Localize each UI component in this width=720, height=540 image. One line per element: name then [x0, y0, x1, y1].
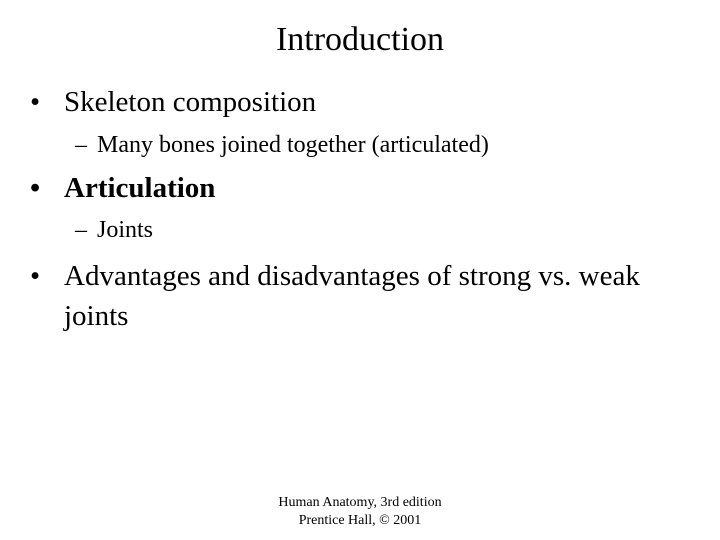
bullet-advantages — [30, 256, 680, 336]
sub-bullet-text: Many bones joined together (articulated) — [97, 132, 489, 158]
slide-title: Introduction — [275, 21, 445, 58]
bullet-text: Skeleton composition — [64, 86, 317, 118]
bullet-marker: • — [30, 172, 41, 204]
slide-footer — [0, 494, 720, 530]
sub-bullet-joints — [75, 215, 675, 245]
bullet-articulation — [30, 168, 680, 208]
sub-bullet-many-bones — [75, 130, 675, 160]
bullet-skeleton-composition — [30, 82, 680, 122]
bullet-marker: • — [30, 86, 41, 118]
bullet-text: Advantages and disadvantages of strong vs. weak joints — [64, 260, 640, 332]
sub-bullet-marker: – — [75, 132, 87, 158]
footer-line-edition: Human Anatomy, 3rd edition — [278, 495, 442, 510]
bullet-marker: • — [30, 260, 41, 292]
sub-bullet-marker: – — [75, 217, 87, 243]
bullet-text: Articulation — [64, 172, 216, 204]
footer-line-publisher: Prentice Hall, © 2001 — [298, 513, 422, 528]
sub-bullet-text: Joints — [97, 217, 154, 243]
